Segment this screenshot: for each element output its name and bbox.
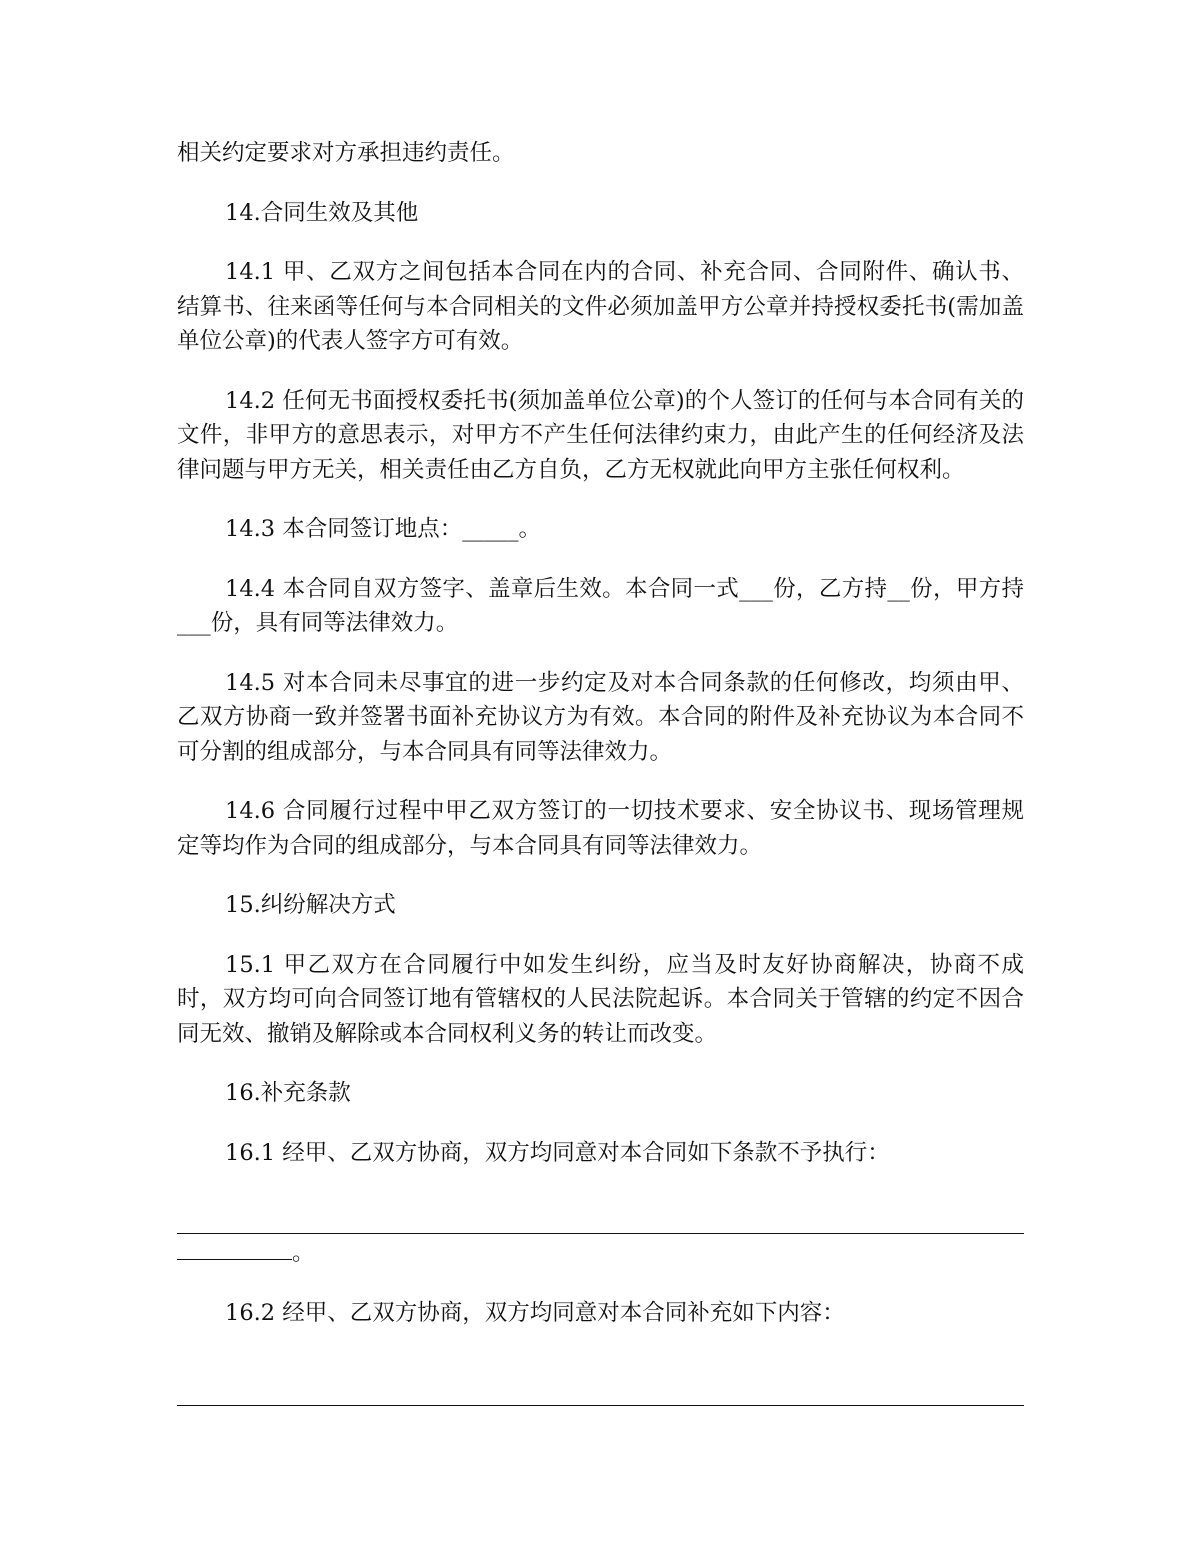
clause-16-1: 16.1 经甲、乙双方协商，双方均同意对本合同如下条款不予执行： [225, 1139, 890, 1166]
clause-14-4: 14.4 本合同自双方签字、盖章后生效。本合同一式___份，乙方持__份，甲方持___份，具有同等法律效力。 [177, 575, 1024, 636]
fill-in-blank-line-2 [177, 1404, 1024, 1406]
document-body [177, 136, 1024, 1406]
fill-in-blank-short-line [177, 1237, 292, 1260]
blank-tail-period: 。 [292, 1240, 315, 1266]
section-heading-16: 16.补充条款 [225, 1080, 351, 1106]
section-heading-15: 15.纠纷解决方式 [225, 892, 396, 918]
clause-14-3: 14.3 本合同签订地点：_____。 [225, 516, 542, 542]
section-heading-14: 14.合同生效及其他 [225, 199, 419, 226]
clause-14-1: 14.1 甲、乙双方之间包括本合同在内的合同、补充合同、合同附件、确认书、结算书、往来函等任何与本合同相关的文件必须加盖甲方公章并持授权委托书(需加盖单位公章)的代表人签字方可有效。 [177, 259, 1024, 354]
clause-15-1: 15.1 甲乙双方在合同履行中如发生纠纷，应当及时友好协商解决，协商不成时，双方均可向合同签订地有管辖权的人民法院起诉。本合同关于管辖的约定不因合同无效、撤销及解除或本合同权利义务的转让而改变。 [177, 951, 1024, 1047]
fill-in-blank-line [177, 1232, 1024, 1234]
clause-14-2: 14.2 任何无书面授权委托书(须加盖单位公章)的个人签订的任何与本合同有关的文件，非甲方的意思表示，对甲方不产生任何法律约束力，由此产生的任何经济及法律问题与甲方无关，相关责任由乙方自负，乙方无权就此向甲方主张任何权利。 [177, 387, 1024, 483]
fill-in-blank-tail [177, 1236, 1024, 1271]
clause-14-6: 14.6 合同履行过程中甲乙双方签订的一切技术要求、安全协议书、现场管理规定等均作为合同的组成部分，与本合同具有同等法律效力。 [177, 798, 1024, 859]
clause-14-5: 14.5 对本合同未尽事宜的进一步约定及对本合同条款的任何修改，均须由甲、乙双方协商一致并签署书面补充协议方为有效。本合同的附件及补充协议为本合同不可分割的组成部分，与本合同具有同等法律效力。 [177, 669, 1024, 765]
clause-16-2: 16.2 经甲、乙双方协商，双方均同意对本合同补充如下内容： [225, 1299, 845, 1326]
paragraph-continuation: 相关约定要求对方承担违约责任。 [177, 140, 515, 166]
